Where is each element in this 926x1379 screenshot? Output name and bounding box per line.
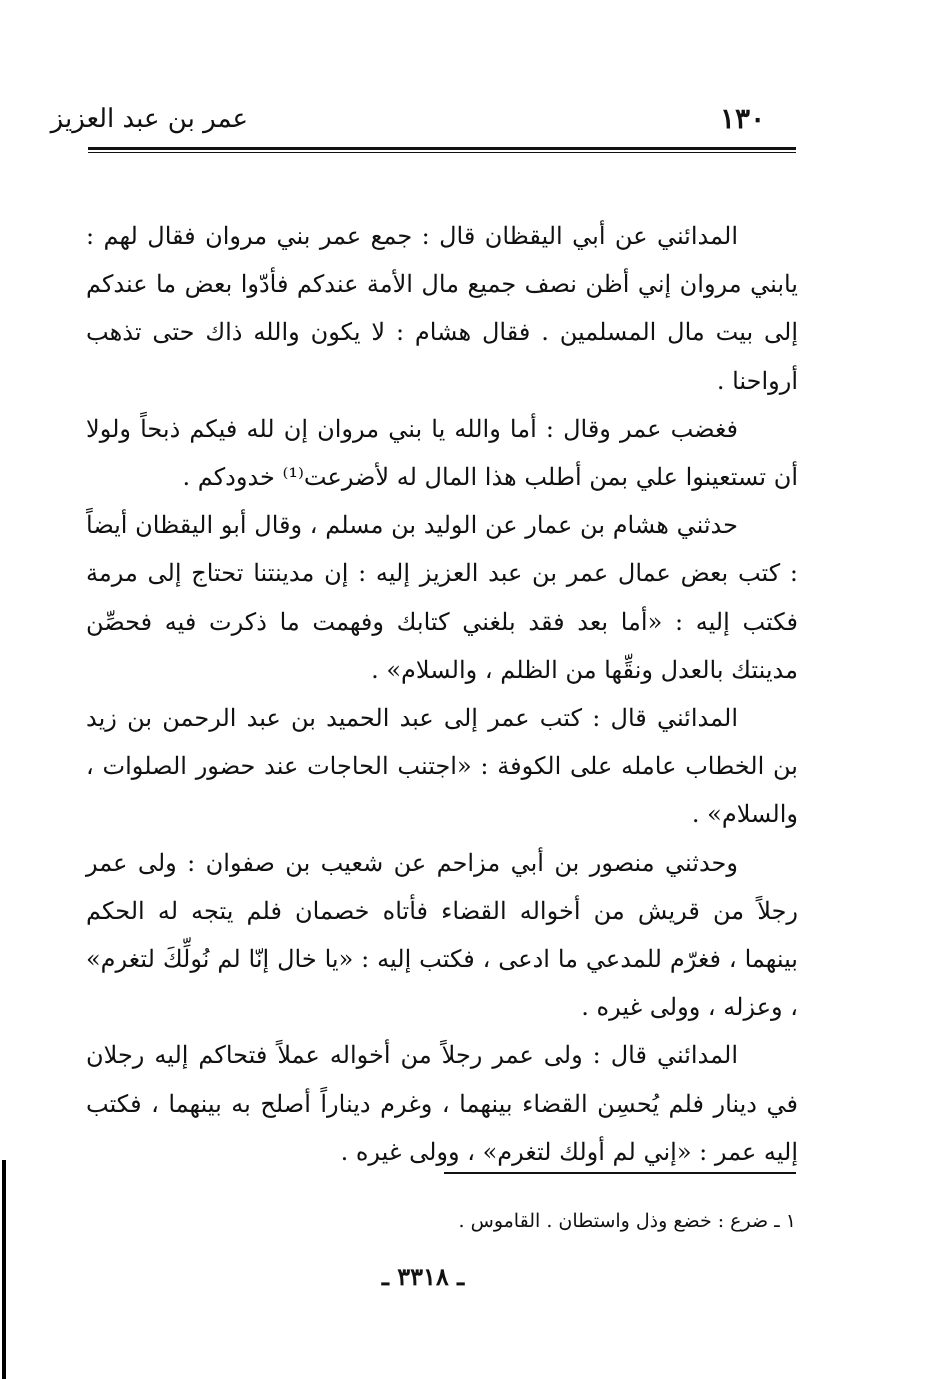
paragraph: المدائني عن أبي اليقظان قال : جمع عمر بني مروان فقال لهم : يابني مروان إني أظن نصف جميع مال الأمة عندكم فأدّوا بعض ما عندكم إلى بيت مال المسلمين . فقال هشام : لا يكون والله ذاك حتى تذهب أرواحنا . [86, 222, 798, 395]
header-title: عمر بن عبد العزيز [50, 104, 248, 134]
paragraph: فغضب عمر وقال : أما والله يا بني مروان إن لله فيكم ذبحاً ولولا أن تستعينوا علي بمن أطلب هذا المال له لأضرعت⁽¹⁾ خدودكم . [86, 414, 798, 492]
footnote: ١ ـ ضرع : خضع وذل واستطان . القاموس . [458, 1210, 796, 1232]
scan-edge-mark [2, 1160, 6, 1379]
header-rule-thin [88, 152, 796, 153]
header-page-number: ١٣٠ [720, 102, 766, 135]
footnote-rule [444, 1172, 796, 1174]
header-rule [88, 147, 796, 150]
page-footer-number: ـ ٣٣١٨ ـ [381, 1262, 465, 1291]
paragraph: المدائني قال : ولى عمر رجلاً من أخواله عملاً فتحاكم إليه رجلان في دينار فلم يُحسِن القضاء بينهما ، وغرم ديناراً أصلح به بينهما ، فكتب إليه عمر : «إني لم أولك لتغرم» ، وولى غيره . [86, 1041, 798, 1166]
paragraph: حدثني هشام بن عمار عن الوليد بن مسلم ، وقال أبو اليقظان أيضاً : كتب بعض عمال عمر بن عبد العزيز إليه : إن مدينتنا تحتاج إلى مرمة فكتب إليه : «أما بعد فقد بلغني كتابك وفهمت ما ذكرت فيه فحصِّن مدينتك بالعدل ونقِّها من الظلم ، والسلام» . [86, 511, 798, 684]
main-text [86, 212, 798, 1176]
running-header [50, 96, 796, 146]
paragraph: وحدثني منصور بن أبي مزاحم عن شعيب بن صفوان : ولى عمر رجلاً من قريش من أخواله القضاء فأتاه خصمان فلم يتجه له الحكم بينهما ، فغرّم للمدعي ما ادعى ، فكتب إليه : «يا خال إنّا لم نُولِّكَ لتغرم» ، وعزله ، وولى غيره . [86, 848, 798, 1022]
paragraph: المدائني قال : كتب عمر إلى عبد الحميد بن عبد الرحمن بن زيد بن الخطاب عامله على الكوفة : «اجتنب الحاجات عند حضور الصلوات ، والسلام» . [86, 704, 798, 829]
